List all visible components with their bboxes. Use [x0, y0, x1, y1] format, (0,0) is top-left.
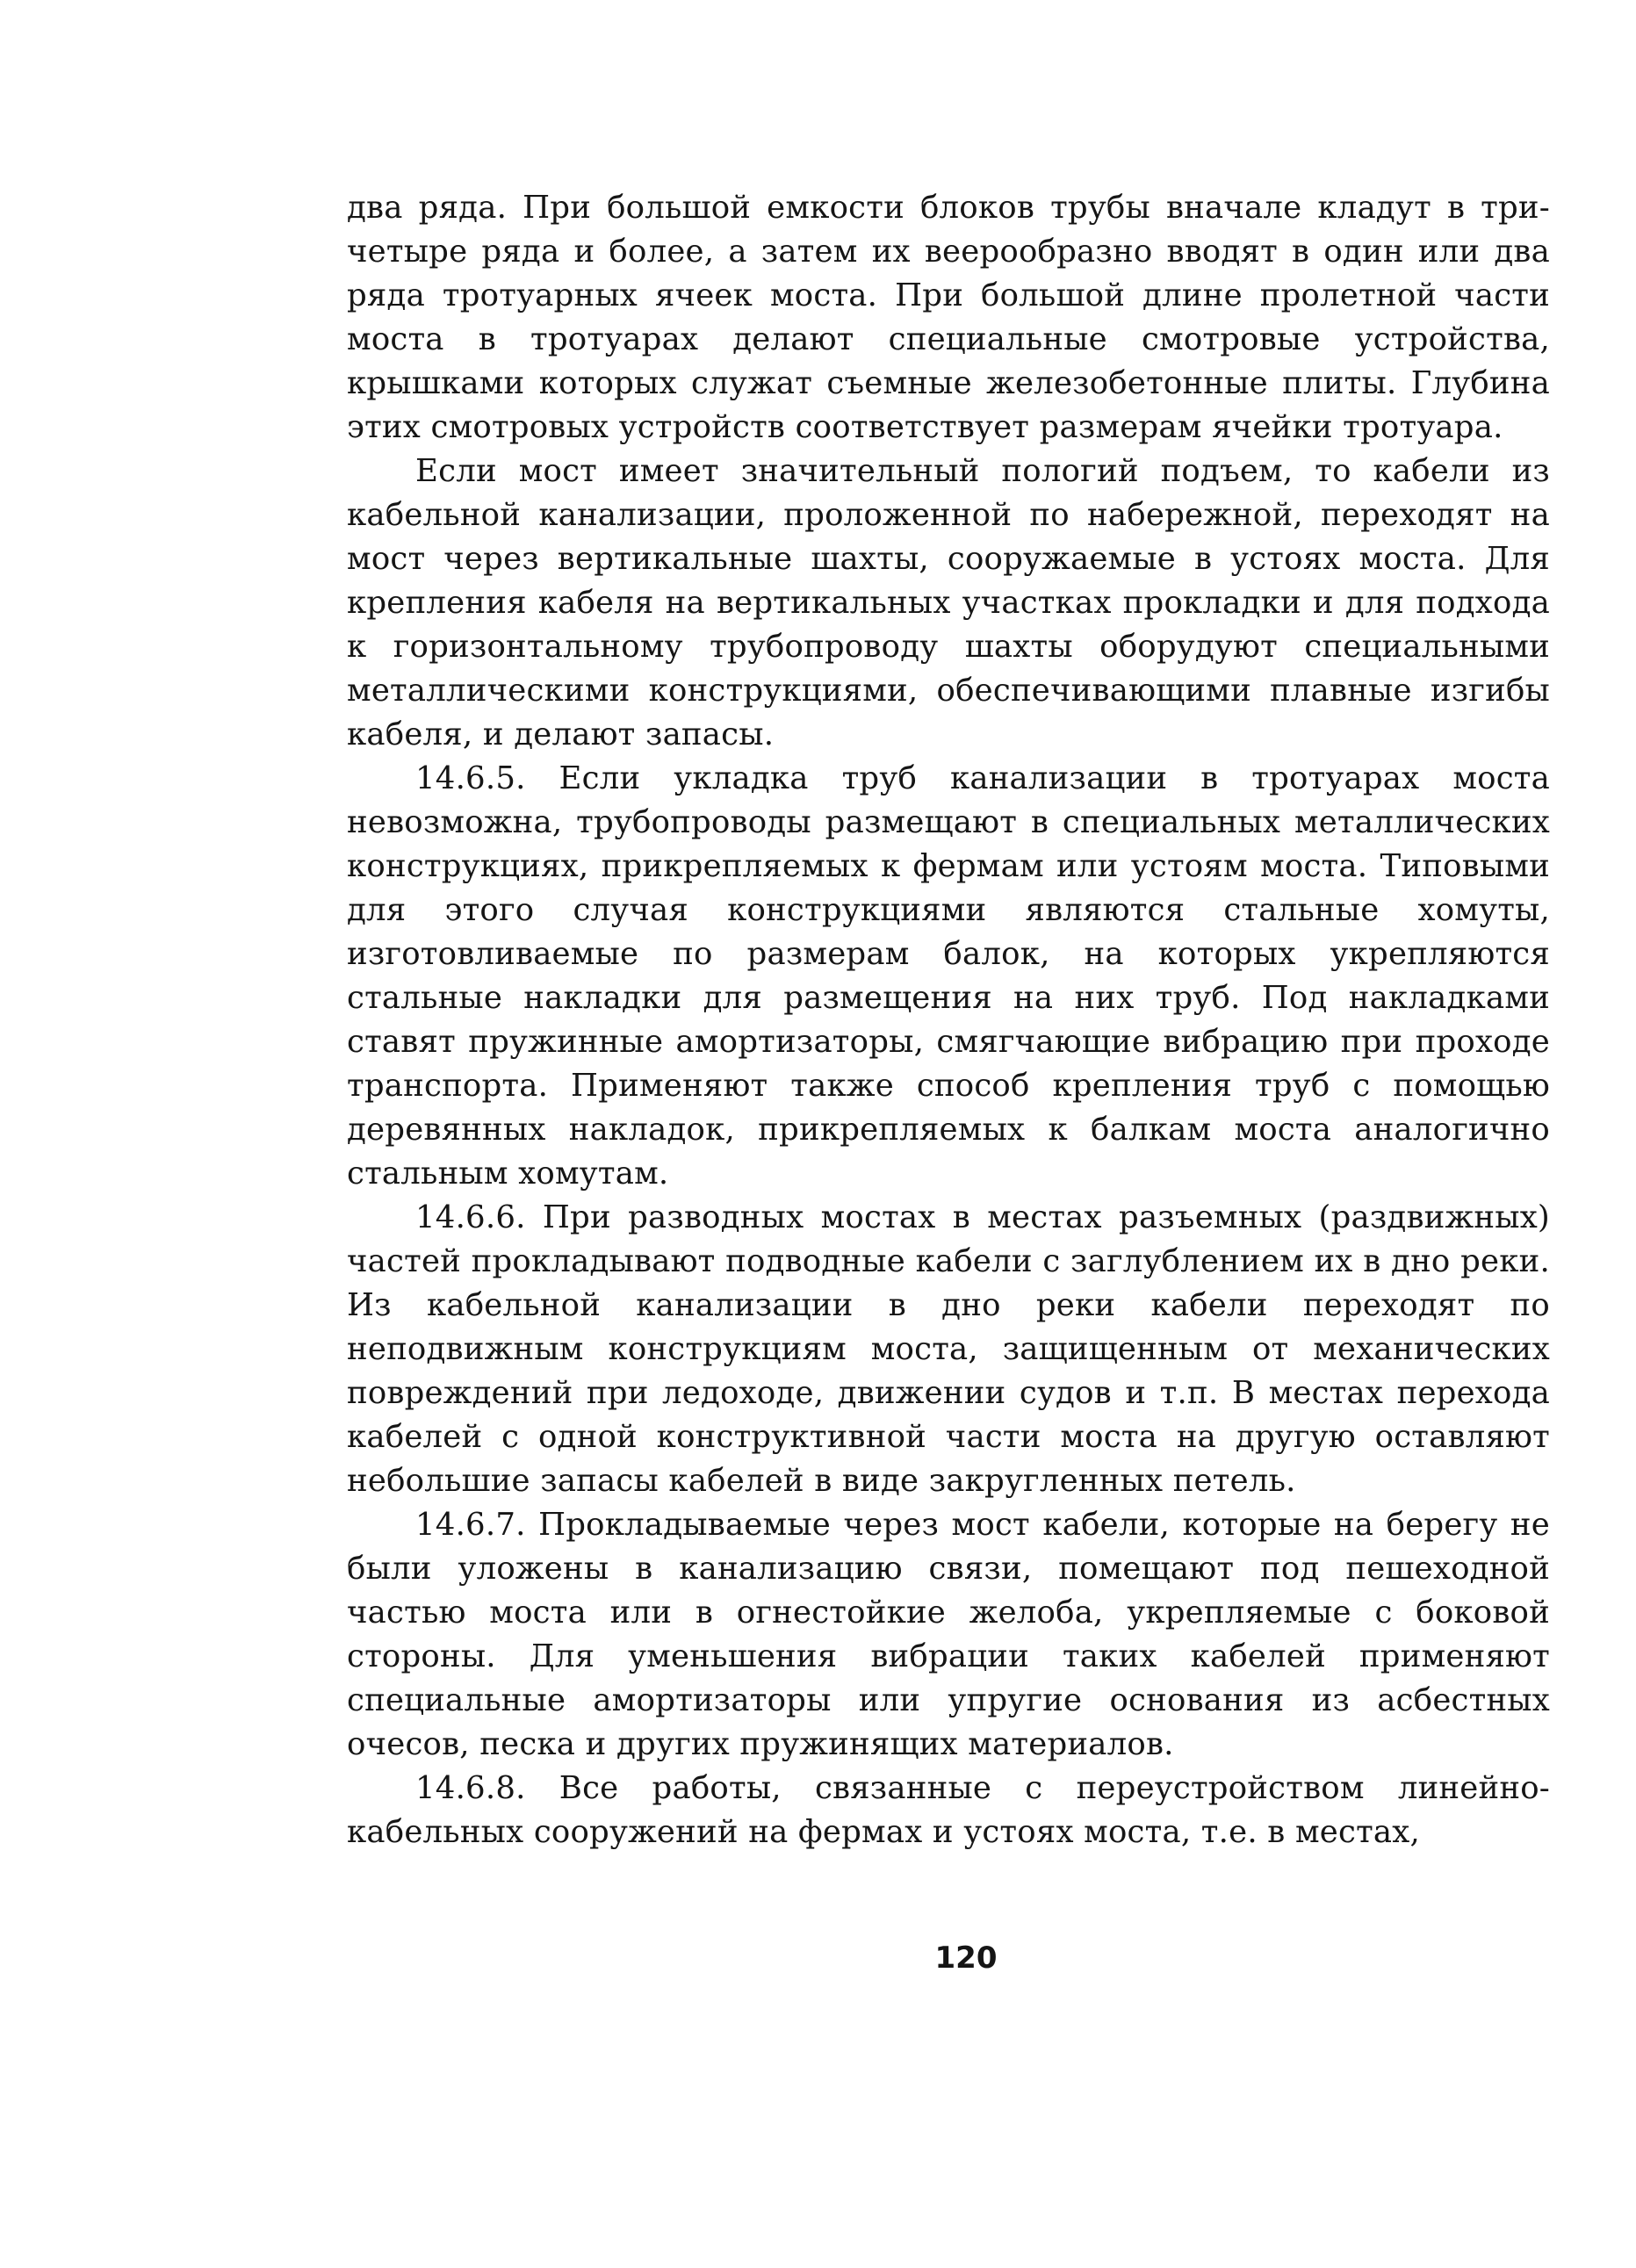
paragraph-5: 14.6.7. Прокладываемые через мост кабели, которые на берегу не были уложены в канализацию связи, помещают под пешеходной частью моста или в огнестойкие желоба, укрепляемые с боковой стороны. Для уменьшения вибрации таких кабелей применяют специальные амортизаторы или упругие основания из асбестных очесов, песка и других пружинящих материалов.: [347, 1507, 1550, 1762]
body-text: [347, 186, 1550, 1854]
paragraph-1: два ряда. При большой емкости блоков трубы вначале кладут в три-четыре ряда и более, а затем их веерообразно вводят в один или два ряда тротуарных ячеек моста. При большой длине пролетной части моста в тротуарах делают специальные смотровые устройства, крышками которых служат съемные железобетонные плиты. Глубина этих смотровых устройств соответствует размерам ячейки тротуара.: [347, 190, 1550, 445]
paragraph-6: 14.6.8. Все работы, связанные с переустройством линейно-кабельных сооружений на фермах и устоях моста, т.е. в местах,: [347, 1770, 1550, 1850]
paragraph-4: 14.6.6. При разводных мостах в местах разъемных (раздвижных) частей прокладывают подводные кабели с заглублением их в дно реки. Из кабельной канализации в дно реки кабели переходят по неподвижным конструкциям моста, защищенным от механических повреждений при ледоходе, движении судов и т.п. В местах перехода кабелей с одной конструктивной части моста на другую оставляют небольшие запасы кабелей в виде закругленных петель.: [347, 1199, 1550, 1499]
page-number: 120: [934, 1940, 998, 1976]
paragraph-3: 14.6.5. Если укладка труб канализации в тротуарах моста невозможна, трубопроводы размещают в специальных металлических конструкциях, прикрепляемых к фермам или устоям моста. Типовыми для этого случая конструкциями являются стальные хомуты, изготовливаемые по размерам балок, на которых укрепляются стальные накладки для размещения на них труб. Под накладками ставят пружинные амортизаторы, смягчающие вибрацию при проходе транспорта. Применяют также способ крепления труб с помощью деревянных накладок, прикрепляемых к балкам моста аналогично стальным хомутам.: [347, 760, 1550, 1192]
paragraph-2: Если мост имеет значительный пологий подъем, то кабели из кабельной канализации, проложенной по набережной, переходят на мост через вертикальные шахты, сооружаемые в устоях моста. Для крепления кабеля на вертикальных участках прокладки и для подхода к горизонтальному трубопроводу шахты оборудуют специальными металлическими конструкциями, обеспечивающими плавные изгибы кабеля, и делают запасы.: [347, 453, 1550, 752]
